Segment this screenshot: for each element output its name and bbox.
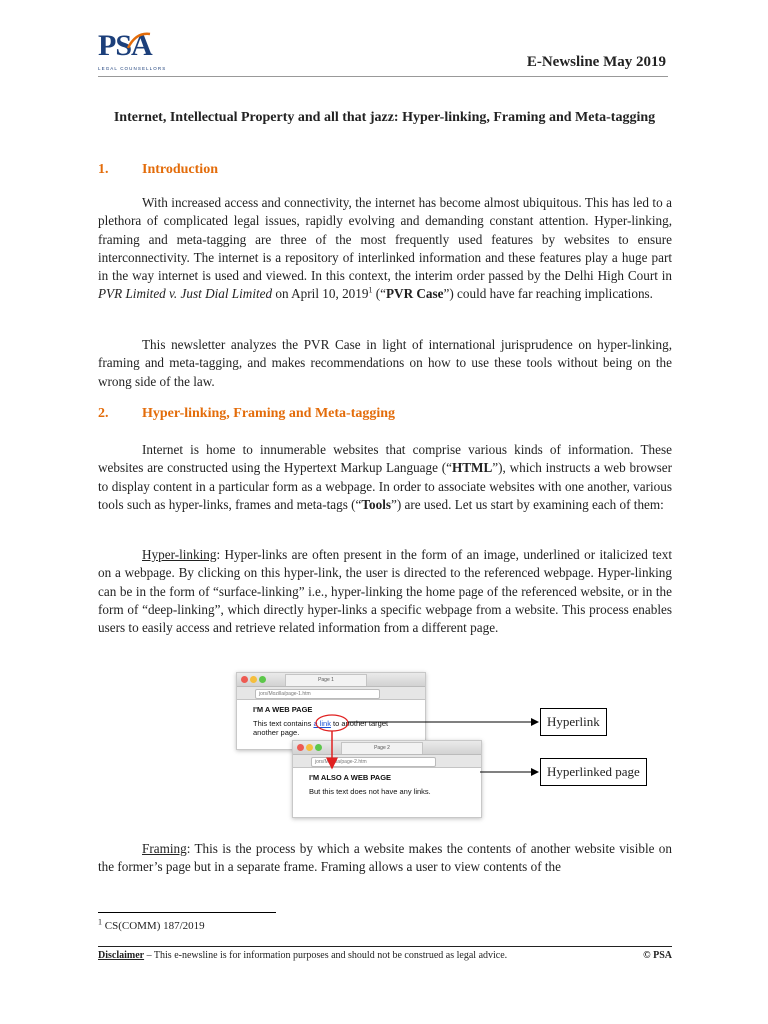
browser-tab: Page 2 <box>341 742 423 754</box>
defined-term-html: HTML <box>452 460 493 476</box>
url-field: jors/Mozilla/page-1.htm <box>255 689 380 699</box>
paragraph-text: : Hyper-links are often present in the form of an image, underlined or italicized text on a webpage. By clicking on this hyper-link, the user is directed to the referenced webpage. Hyper-linking can be in the form of “surface-linking” i.e., hyper-linking the home page of the referenced website, or in the form of “deep-linking”, which directly hyper-links a specific webpage from a website. This process enables users to easily access and retrieve related information from a different page. <box>98 547 672 636</box>
paragraph-text: ”) could have far reaching implications. <box>443 286 653 302</box>
paragraph-text: ”), which instructs a web browser to display content in a particular form as a webpage. In order to associate websites with one another, various tools such as hyper-links, frames and meta-tags (“ <box>98 460 672 512</box>
hyperlinking-label: Hyper-linking <box>142 547 217 562</box>
sample-link: a link <box>313 719 331 728</box>
callout-hyperlinked-page: Hyperlinked page <box>540 758 647 786</box>
footnote <box>98 917 205 932</box>
logo-text: PSA <box>98 29 152 62</box>
section-heading-hyperlinking-framing <box>98 406 395 422</box>
disclaimer <box>98 950 507 961</box>
footnote-text: CS(COMM) 187/2019 <box>104 920 205 932</box>
section-title: Introduction <box>142 162 218 177</box>
browser-tab: Page 1 <box>285 674 367 686</box>
figure-arrows <box>230 668 678 828</box>
callout-hyperlink: Hyperlink <box>540 708 607 736</box>
intro-paragraph-1 <box>98 194 672 304</box>
disclaimer-label: Disclaimer <box>98 950 145 961</box>
paragraph-text: : This is the process by which a website makes the contents of another website visible on the former’s page but in a separate frame. Framing allows a user to view contents of the <box>98 841 672 875</box>
newsline-title: E-Newsline May 2019 <box>526 54 666 70</box>
framing-paragraph <box>98 840 672 877</box>
footnote-divider <box>98 912 276 913</box>
copyright: © PSA <box>643 950 672 961</box>
hyperlinking-paragraph <box>98 546 672 637</box>
paragraph-text: (“ <box>372 286 386 302</box>
section-number: 2. <box>98 406 109 421</box>
window-heading: I'M ALSO A WEB PAGE <box>309 773 392 782</box>
paragraph-text: With increased access and connectivity, the internet has become almost ubiquitous. This has led to a plethora of complicated legal issues, rapidly evolving and demanding constant attention. Hyper-linking, framing and meta-tagging are three of the most frequently used features by websites to ensure interconnectivity. The internet is a repository of interlinked information and these features play a huge part in the way internet is used and viewed. In this context, the interim order passed by the Delhi High Court in <box>98 195 672 284</box>
footnote-number: 1 <box>98 917 102 927</box>
footnote-ref[interactable]: 1 <box>368 286 373 296</box>
section2-paragraph-1 <box>98 441 672 514</box>
section-heading-introduction <box>98 162 218 178</box>
framing-label: Framing <box>142 841 187 856</box>
defined-term-pvr-case: PVR Case <box>386 286 444 302</box>
intro-paragraph-2: This newsletter analyzes the PVR Case in light of international jurisprudence on hyper-linking, framing and meta-tagging, and makes recommendations on how to use these tools without being on the wrong side of the law. <box>98 337 672 389</box>
window-text-line2: another page. <box>253 728 300 737</box>
disclaimer-text: – This e-newsline is for information purposes and should not be construed as legal advice. <box>144 950 508 961</box>
defined-term-tools: Tools <box>361 496 391 512</box>
window-text-part: to another target <box>330 719 389 728</box>
section-title: Hyper-linking, Framing and Meta-tagging <box>142 406 396 421</box>
window-heading: I'M A WEB PAGE <box>253 705 313 714</box>
paragraph-text: ”) are used. Let us start by examining each of them: <box>391 496 664 512</box>
window-text: But this text does not have any links. <box>309 787 431 796</box>
footer-divider <box>98 946 672 947</box>
header-divider <box>98 76 668 77</box>
psa-logo <box>98 29 167 78</box>
case-name: PVR Limited v. Just Dial Limited <box>98 286 273 302</box>
section-number: 1. <box>98 162 109 177</box>
window-text-part: This text contains <box>253 719 314 728</box>
link-highlight-circle <box>316 715 348 731</box>
url-field: jors/Mozilla/page-2.htm <box>311 757 436 767</box>
logo-swoosh-icon <box>126 30 152 52</box>
logo-subtext: LEGAL COUNSELLORS <box>98 66 167 71</box>
article-title: Internet, Intellectual Property and all that jazz: Hyper-linking, Framing and Meta-tagging <box>113 110 656 125</box>
paragraph-text: on April 10, 2019 <box>272 286 369 302</box>
paragraph-text: Internet is home to innumerable websites that comprise various kinds of information. These websites are constructed using the Hypertext Markup Language (“ <box>98 442 672 476</box>
hyperlink-figure <box>230 668 678 828</box>
